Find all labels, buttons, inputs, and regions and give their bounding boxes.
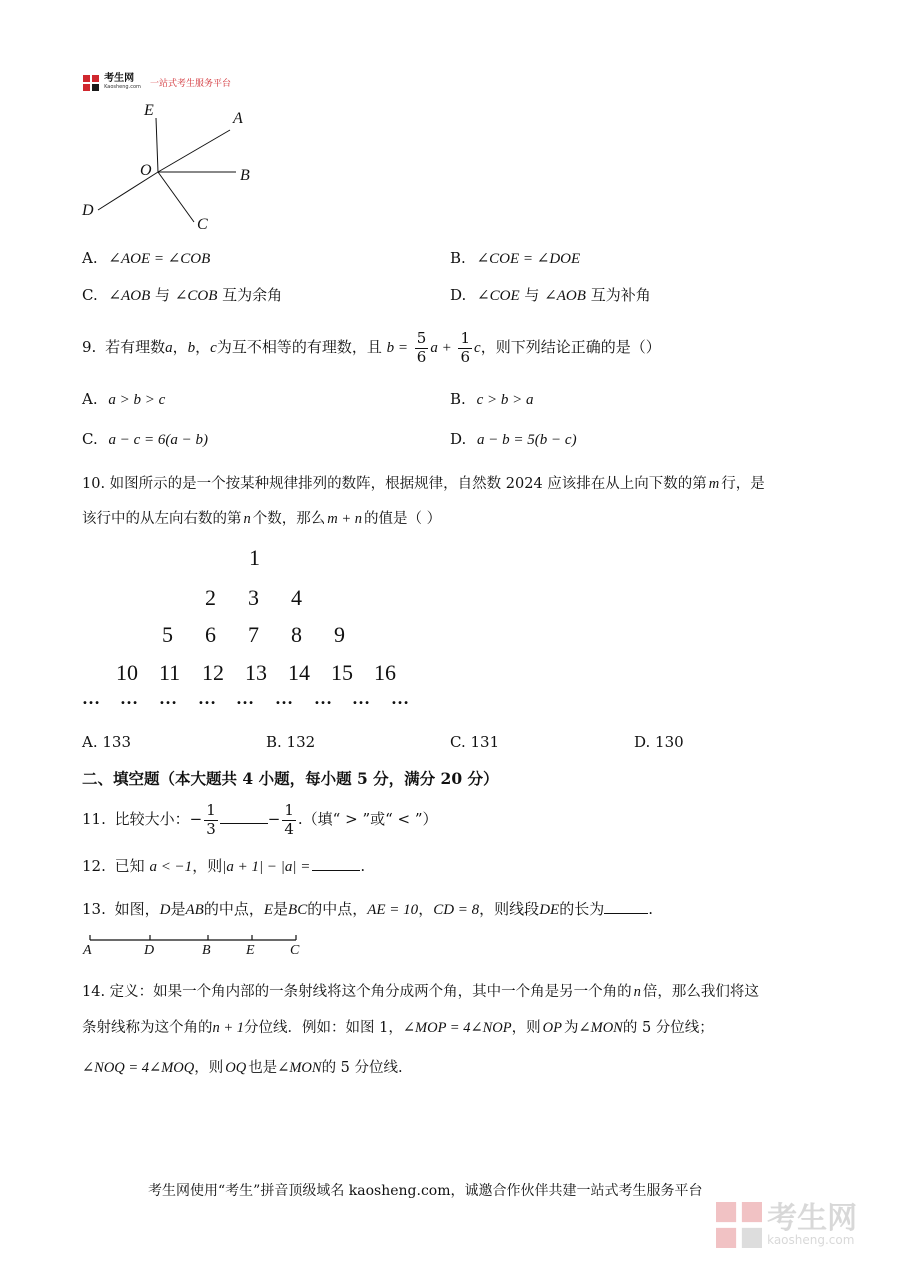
- q11-stem: 11. 比较大小：− $\frac{1}{3}$ − $\frac{1}{4}$ .（填“ > ”或“ < ”）: [82, 801, 438, 838]
- array-ellipsis: …: [198, 688, 217, 708]
- q10-option-b: B. 132: [266, 733, 316, 751]
- q8-option-d: D. ∠COE 与 ∠AOB 互为补角: [450, 286, 651, 304]
- array-cell: 15: [331, 660, 353, 685]
- array-cell: 8: [291, 622, 302, 647]
- answer-blank[interactable]: [220, 809, 268, 824]
- label-C: C: [197, 216, 208, 233]
- segment-figure: [84, 932, 304, 946]
- ray-OE: [156, 118, 158, 172]
- q10-option-c: C. 131: [450, 733, 500, 751]
- array-ellipsis: …: [236, 688, 255, 708]
- header-logo: [83, 72, 231, 92]
- q9-option-a: A. a > b > c: [82, 390, 166, 408]
- logo-domain: Kaosheng.com: [104, 83, 141, 90]
- q9-option-b: B. c > b > a: [450, 390, 534, 408]
- answer-blank[interactable]: [312, 856, 360, 871]
- q10-stem-line2: 该行中的从左向右数的第 n 个数，那么 m + n 的值是（ ）: [82, 511, 442, 527]
- q14-line3: ∠NOQ = 4∠MOQ，则 OQ 也是∠MON的 5 分位线.: [82, 1060, 403, 1076]
- array-cell: 5: [162, 622, 173, 647]
- watermark-logo-icon: [716, 1202, 762, 1248]
- label-D: D: [82, 202, 94, 219]
- array-cell: 14: [288, 660, 310, 685]
- watermark: [716, 1202, 857, 1248]
- footer-text: 考生网使用“考生”拼音顶级域名 kaosheng.com，诚邀合作伙伴共建一站式考生服务平台: [148, 1183, 703, 1199]
- array-ellipsis: …: [391, 688, 410, 708]
- q14-line1: 14. 定义：如果一个角内部的一条射线将这个角分成两个角，其中一个角是另一个角的 n 倍，那么我们将这: [82, 984, 759, 1000]
- ray-OC: [158, 172, 194, 222]
- array-ellipsis: …: [352, 688, 371, 708]
- array-cell: 16: [374, 660, 396, 685]
- label-E: E: [144, 102, 154, 119]
- array-ellipsis: …: [120, 688, 139, 708]
- seg-label-A: A: [83, 943, 92, 958]
- array-cell: 2: [205, 585, 216, 610]
- array-cell: 13: [245, 660, 267, 685]
- q9-stem: 9. 若有理数a，b，c为互不相等的有理数，且 b = $\frac{5}{6}$ a + $\frac{1}{6}$ c，则下列结论正确的是（）: [82, 329, 661, 366]
- array-cell: 6: [205, 622, 216, 647]
- q10-stem-line1: 10. 如图所示的是一个按某种规律排列的数阵，根据规律，自然数 2024 应该排在从上向下数的第 m 行，是: [82, 476, 765, 492]
- seg-label-E: E: [246, 943, 255, 958]
- label-A: A: [233, 110, 243, 127]
- answer-blank[interactable]: [604, 899, 648, 914]
- seg-label-B: B: [202, 943, 211, 958]
- array-ellipsis: …: [82, 688, 101, 708]
- array-cell: 11: [159, 660, 181, 685]
- watermark-domain: kaosheng.com: [767, 1233, 855, 1247]
- array-cell: 9: [334, 622, 345, 647]
- q9-option-d: D. a − b = 5(b − c): [450, 430, 577, 448]
- array-cell: 4: [291, 585, 302, 610]
- seg-label-D: D: [144, 943, 155, 958]
- array-ellipsis: …: [159, 688, 178, 708]
- q9-option-c: C. a − c = 6(a − b): [82, 430, 209, 448]
- q9-frac-1-6: $\frac{1}{6}$: [460, 329, 471, 366]
- array-cell: 7: [248, 622, 259, 647]
- q8-option-a: A. ∠AOE = ∠COB: [82, 249, 211, 267]
- q8-option-c: C. ∠AOB 与 ∠COB 互为余角: [82, 286, 283, 304]
- q8-option-b: B. ∠COE = ∠DOE: [450, 249, 581, 267]
- seg-label-C: C: [290, 943, 300, 958]
- array-cell: 1: [249, 545, 260, 570]
- q12-stem: 12. 已知 a < −1，则|a + 1| − |a| = .: [82, 857, 366, 875]
- q10-option-a: A. 133: [82, 733, 131, 751]
- q13-stem: 13. 如图，D是AB的中点，E是BC的中点，AE = 10，CD = 8，则线段DE的长为 .: [82, 900, 653, 918]
- section-heading: 二、填空题（本大题共 4 小题，每小题 5 分，满分 20 分）: [82, 769, 499, 788]
- array-cell: 10: [116, 660, 138, 685]
- label-B: B: [240, 167, 250, 184]
- ray-OA: [158, 130, 230, 172]
- logo-tagline: 一站式考生服务平台: [149, 79, 231, 89]
- watermark-name: 考生网: [767, 1201, 858, 1236]
- array-cell: 12: [202, 660, 224, 685]
- label-O: O: [140, 162, 152, 179]
- logo-name: 考生网: [104, 72, 135, 84]
- q9-frac-5-6: $\frac{5}{6}$: [416, 329, 427, 366]
- q10-option-d: D. 130: [634, 733, 684, 751]
- array-ellipsis: …: [275, 688, 294, 708]
- q14-line2: 条射线称为这个角的n + 1分位线．例如：如图 1，∠MOP = 4∠NOP，则 OP 为∠MON的 5 分位线；: [82, 1020, 714, 1036]
- array-ellipsis: …: [314, 688, 333, 708]
- kaosheng-logo-icon: [83, 75, 99, 91]
- array-cell: 3: [248, 585, 259, 610]
